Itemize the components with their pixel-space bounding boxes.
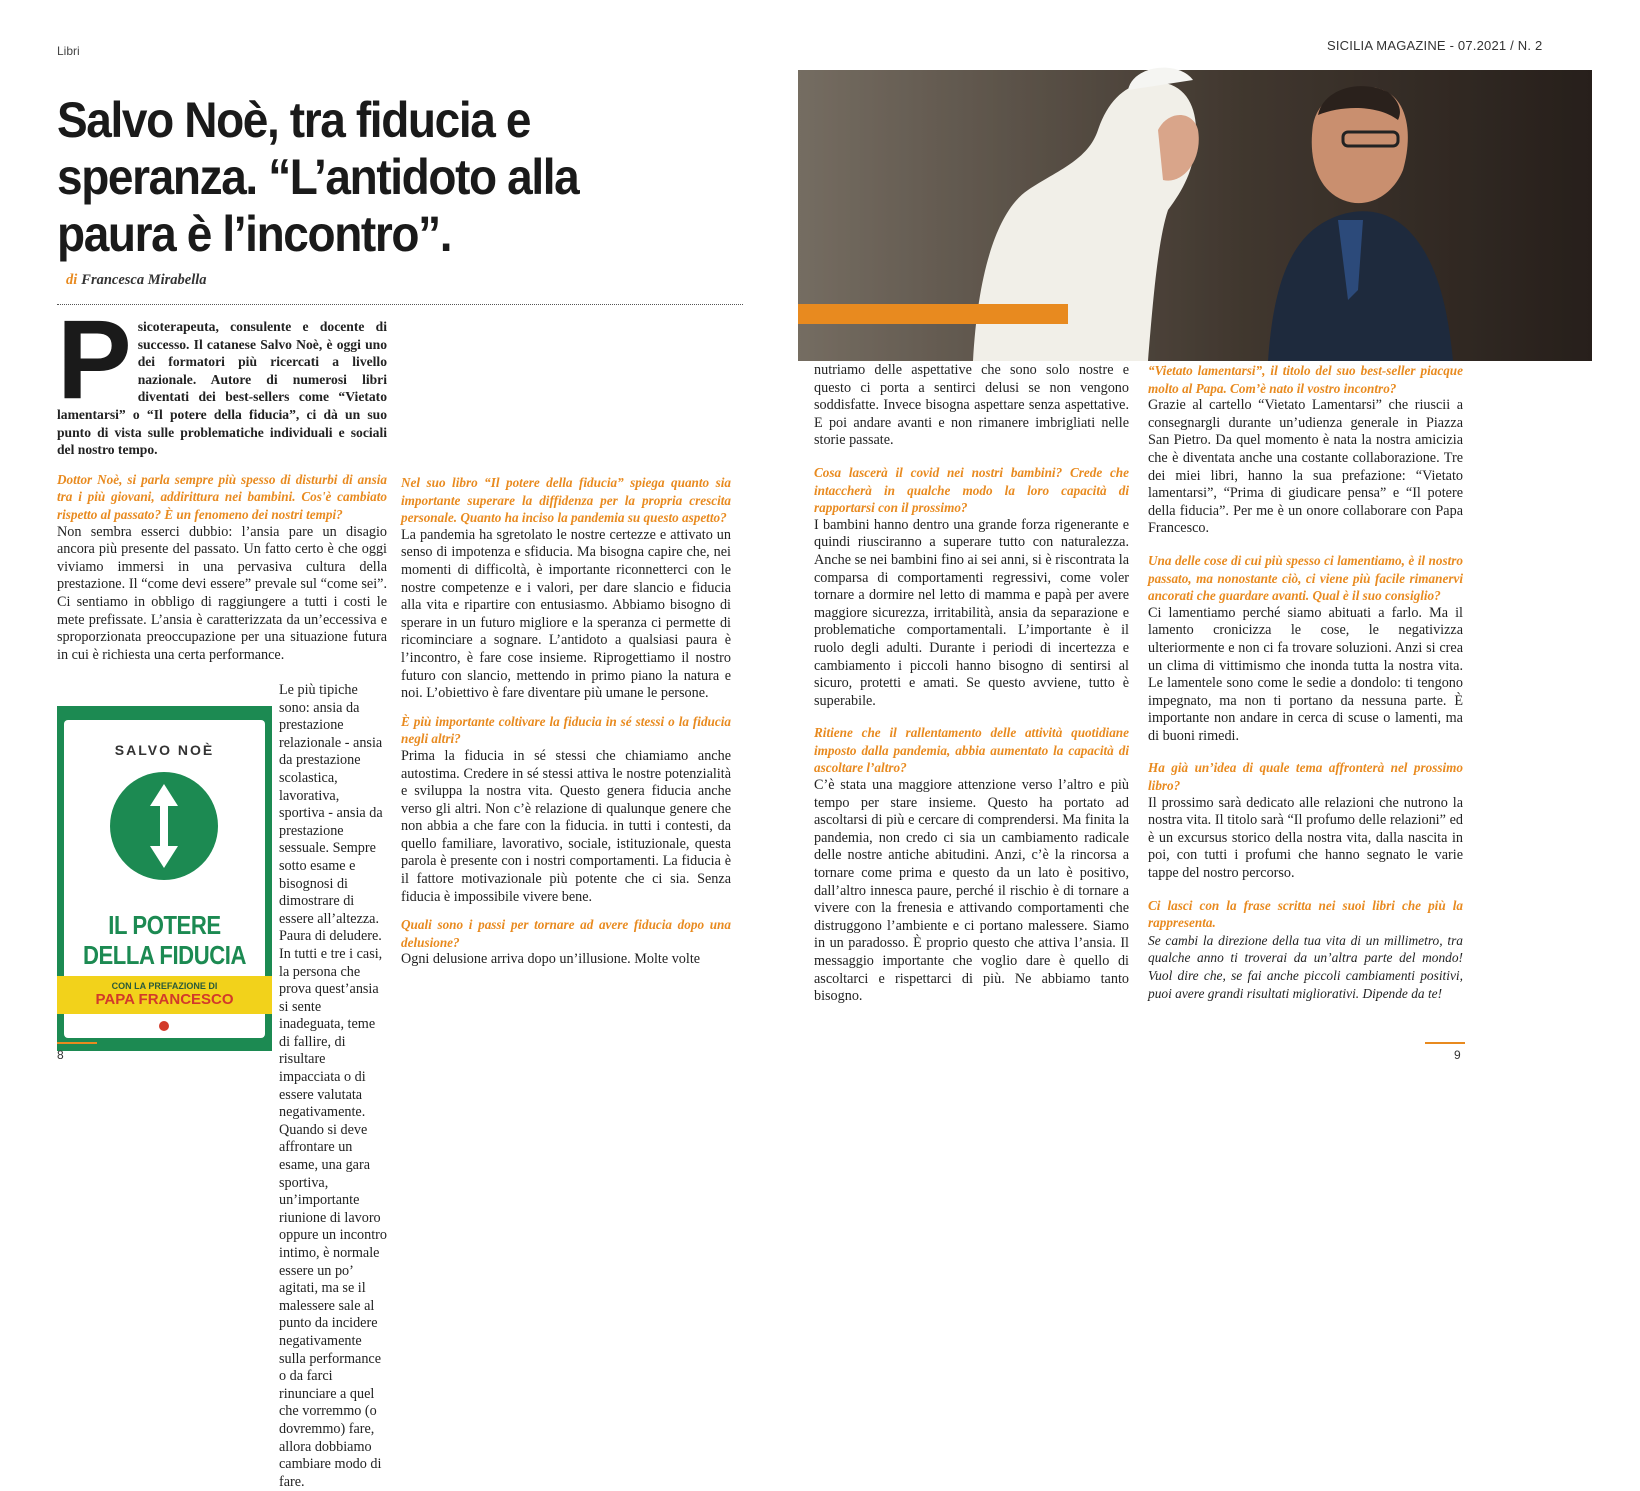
byline bbox=[66, 272, 207, 289]
article-photo bbox=[798, 70, 1592, 361]
book-title-line2: DELLA FIDUCIA bbox=[82, 940, 247, 970]
double-arrow-icon bbox=[110, 772, 218, 880]
page-number-rule-left bbox=[57, 1042, 97, 1044]
question-8: Una delle cose di cui più spesso ci lamentiamo, è il nostro passato, ma nonostante ciò, ci viene più facile rimanervi ancorati che guardare avanti. Qual è il suo consiglio? bbox=[1148, 552, 1463, 604]
question-1: Dottor Noè, si parla sempre più spesso di disturbi di ansia tra i più giovani, addirittura nei bambini. Cos'è cambiato rispetto al passato? È un fenomeno dei nostri tempi? bbox=[57, 471, 387, 522]
section-label: Libri bbox=[57, 44, 80, 58]
answer-6: C’è stata una maggiore attenzione verso l’altro e più tempo per stare insieme. Questo ha portato ad ascoltarsi di più e cercare di comprendersi. Ma finita la pandemia, non credo ci sia un cambiamento radicale delle nostre antiche abitudini. Anzi, c’è la rincorsa a tornare come prima e questo da un lato è positivo, dall’altro innesca paure, perché il rischio è di tornare a vivere con la frenesia e attivando comportamenti che distruggono l’ambiente e ci portano malessere. Siamo in un paradosso. È proprio questo che attiva l’ansia. Il messaggio importante che voglio dare è quello di ascoltarci e rispettarci di più. Ne abbiamo tanto bisogno. bbox=[814, 777, 1129, 1005]
byline-author: Francesca Mirabella bbox=[81, 272, 207, 288]
publisher-logo bbox=[152, 1020, 177, 1033]
photo-illustration bbox=[798, 70, 1592, 361]
answer-9: Il prossimo sarà dedicato alle relazioni che nutrono la nostra vita. Il titolo sarà “Il profumo delle relazioni” ed è un excursus storico della nostra vita, dalla nascita in poi, con tutti i profumi che hanno segnato le varie tappe del nostro percorso. bbox=[1148, 794, 1463, 882]
question-7: “Vietato lamentarsi”, il titolo del suo best-seller piacque molto al Papa. Com’è nato il vostro incontro? bbox=[1148, 363, 1463, 396]
column-2 bbox=[401, 318, 731, 969]
preface-name: PAPA FRANCESCO bbox=[95, 991, 234, 1008]
question-2: Nel suo libro “Il potere della fiducia” spiega quanto sia importante superare la diffidenza per la propria crescita personale. Quanto ha inciso la pandemia su questo aspetto? bbox=[401, 475, 731, 526]
answer-10: Se cambi la direzione della tua vita di un millimetro, tra qualche anno ti troverai da un’altra parte del mondo! Vuol dire che, se fai anche piccoli cambiamenti positivi, puoi avere grandi risultati migliorativi. Dipende da te! bbox=[1148, 932, 1463, 1001]
intro-text: sicoterapeuta, consulente e docente di successo. Il catanese Salvo Noè, è oggi uno dei formatori più ricercati a livello nazionale. Autore di numerosi libri diventati dei best-sellers come “Vietato lamentarsi” o “Il potere della fiducia”, ci dà un suo punto di vista sulle problematiche individuali e sociali del nostro tempo. bbox=[57, 319, 387, 458]
column-1-narrow bbox=[279, 682, 387, 1491]
book-author: SALVO NOÈ bbox=[114, 742, 215, 758]
question-9: Ha già un’idea di quale tema affronterà nel prossimo libro? bbox=[1148, 760, 1463, 794]
question-3: È più importante coltivare la fiducia in sé stessi o la fiducia negli altri? bbox=[401, 713, 731, 747]
byline-prefix: di bbox=[66, 272, 78, 288]
page-number-right: 9 bbox=[1454, 1048, 1461, 1062]
answer-7: Grazie al cartello “Vietato Lamentarsi” che riuscii a consegnargli durante un’udienza generale in Piazza San Pietro. Da quel momento è nata la nostra amicizia che è diventata anche una costante collaborazione. Tre dei miei libri, hanno la sua prefazione: “Vietato lamentarsi”, “Prima di giudicare pensa” e “Il potere della fiducia”. Per me è un onore collaborare con Papa Francesco. bbox=[1148, 397, 1463, 537]
answer-3: Prima la fiducia in sé stessi che chiamiamo anche autostima. Credere in sé stessi attiva le nostre potenzialità e sviluppa la nostra vita. Questo genera fiducia anche verso gli altri. Non c’è relazione di qualunque genere che non abbia a che fare con la fiducia. in tutti i contesti, da quello familiare, lavorativo, sociale, istituzionale, questa parola è presente con i nostri comportamenti. La fiducia è il fattore motivazionale più potente che ci sia. Senza fiducia è impossibile vivere bene. bbox=[401, 747, 731, 905]
article-title: Salvo Noè, tra fiducia e speranza. “L’antidoto alla paura è l’incontro”. bbox=[57, 92, 579, 262]
title-divider bbox=[57, 304, 743, 305]
answer-1a: Non sembra esserci dubbio: l’ansia pare un disagio ancora più presente del passato. Un fatto certo è che oggi viviamo immersi in una pervasiva cultura della prestazione. Il “come devi essere” prevale sul “come sei”. Ci sentiamo in obbligo di raggiungere a tutti i costi le mete prefissate. L’ansia è caratterizzata da un’eccessiva e sproporzionata preoccupazione per una situazione futura in cui è richiesta una certa performance. bbox=[57, 523, 387, 663]
magazine-issue: SICILIA MAGAZINE - 07.2021 / N. 2 bbox=[1327, 38, 1543, 53]
answer-4a: Ogni delusione arriva dopo un’illusione. Molte volte bbox=[401, 951, 701, 968]
preface-band bbox=[57, 976, 272, 1014]
answer-5: I bambini hanno dentro una grande forza rigenerante e quindi riusciranno a superare tutto con naturalezza. Anche se nei bambini fino ai sei anni, si è riscontrata la comparsa di comportamenti regressivi, come voler tornare a dormire nel letto di mamma e papà per avere maggiore sicurezza, irritabilità, ansia da separazione e problematiche comportamentali. L’importante è il ruolo degli adulti. Durante i periodi di incertezza e cambiamento i piccoli hanno bisogno di sentirsi al sicuro, protetti e amati. Se questo avviene, tutto è superabile. bbox=[814, 516, 1129, 709]
answer-4b: nutriamo delle aspettative che sono solo nostre e questo ci porta a sentirci delusi se non vengono soddisfatte. Invece bisogna aspettare senza aspettative. E poi andare avanti e non rimanere imbrigliati nelle storie passate. bbox=[814, 362, 1129, 449]
question-10: Ci lasci con la frase scritta nei suoi libri che più la rappresenta. bbox=[1148, 897, 1463, 931]
page-number-rule-right bbox=[1425, 1042, 1465, 1044]
column-3 bbox=[814, 362, 1129, 1006]
book-cover bbox=[57, 706, 272, 1051]
question-6: Ritiene che il rallentamento delle attività quotidiane imposto dalla pandemia, abbia aumentato la capacità di ascoltare l’altro? bbox=[814, 725, 1129, 776]
book-cover-inner bbox=[64, 720, 265, 1038]
column-4 bbox=[1148, 362, 1463, 1002]
drop-cap: P bbox=[57, 297, 132, 422]
answer-2: La pandemia ha sgretolato le nostre certezze e attivato un senso di impotenza e sfiducia. Ma bisogna capire che, nei momenti di difficoltà, è importante riconnetterci con le nostre competenze e i valori, per dare slancio e fiducia alla vita e ripartire con entusiasmo. Abbiamo bisogno di sperare in un futuro migliore e la speranza ci permette di ricominciare a sognare. L’antidoto a qualsiasi paura è l’incontro, è fare cose insieme. Riprogettiamo il nostro futuro con slancio, mettendo in primo piano la natura e noi. L’obiettivo è fare diventare più umane le persone. bbox=[401, 526, 731, 702]
book-title-line1: IL POTERE bbox=[108, 910, 221, 940]
intro-paragraph bbox=[57, 297, 387, 459]
preface-label: CON LA PREFAZIONE DI bbox=[111, 981, 218, 991]
answer-1b: Le più tipiche sono: ansia da prestazione relazionale - ansia da prestazione scolastica, lavorativa, sportiva - ansia da prestazione sessuale. Sempre sotto esame e bisognosi di dimostrare di essere all’altezza. Paura di deludere. In tutti e tre i casi, la persona che prova quest’ansia si sente inadeguata, teme di fallire, di risultare impacciata o di essere valutata negativamente. Quando si deve affrontare un esame, una gara sportiva, un’importante riunione di lavoro oppure un incontro intimo, è normale essere un po’ agitati, ma se il malessere sale al punto da incidere negativamente sulla performance o da farci rinunciare a quel che vorremmo (o dovremmo) fare, allora dobbiamo cambiare modo di fare. bbox=[279, 682, 387, 1490]
question-5: Cosa lascerà il covid nei nostri bambini? Crede che intaccherà in qualche modo la loro capacità di rapportarsi con il prossimo? bbox=[814, 464, 1129, 516]
page-number-left: 8 bbox=[57, 1048, 64, 1062]
column-1 bbox=[57, 297, 387, 664]
answer-8: Ci lamentiamo perché siamo abituati a farlo. Ma il lamento cronicizza le cose, le negativizza ulteriormente e non ci fa trovare soluzioni. Anzi si crea un clima di vittimismo che inonda tutta la nostra vita. Le lamentele sono come le sedie a dondolo: ti tengono impegnato, ma non ti portano da nessuna parte. È importante non andare in cerca di scuse o lamenti, ma di buoni rimedi. bbox=[1148, 604, 1463, 744]
question-4: Quali sono i passi per tornare ad avere fiducia dopo una delusione? bbox=[401, 917, 731, 950]
